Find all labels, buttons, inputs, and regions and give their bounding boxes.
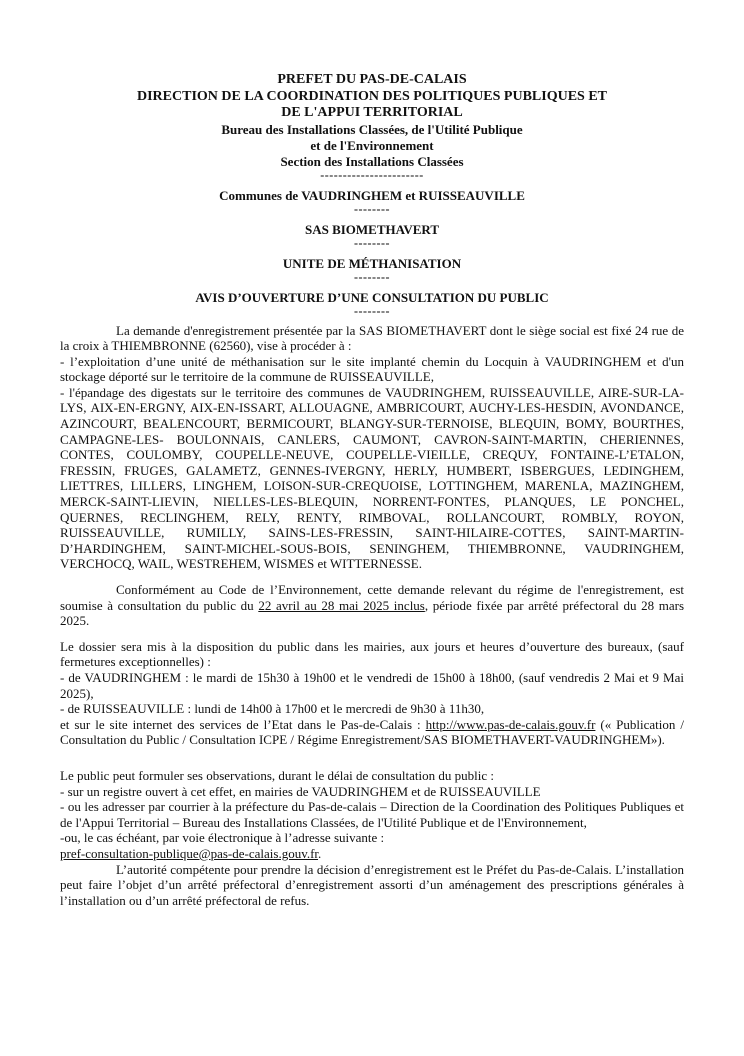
consultation-period-paragraph xyxy=(60,582,684,629)
observation-email-intro: -ou, le cas échéant, par voie électronique à l’adresse suivante : xyxy=(60,830,385,846)
separator: ----------------------- xyxy=(320,167,424,182)
separator: -------- xyxy=(354,303,390,318)
website-link[interactable]: http://www.pas-de-calais.gouv.fr xyxy=(425,716,596,732)
separator: -------- xyxy=(354,201,390,216)
mairie-hours-ruisseauville: - de RUISSEAUVILLE : lundi de 14h00 à 17h00 et le mercredi de 9h30 à 11h30, xyxy=(60,701,485,717)
email-period: . xyxy=(318,845,322,861)
notice-heading: AVIS D’OUVERTURE D’UNE CONSULTATION DU PUBLIC xyxy=(195,289,549,305)
unit-heading: UNITE DE MÉTHANISATION xyxy=(282,255,462,271)
document-body xyxy=(60,323,684,909)
authority-paragraph: L’autorité compétente pour prendre la décision d’enregistrement est le Préfet du Pas-de-Calais. L’installation peut faire l’objet d’un arrêté préfectoral d’enregistrement assorti d’un aménagement des prescriptions générales à l’installation ou d’un arrêté préfectoral de refus. xyxy=(60,861,684,908)
observation-register: - sur un registre ouvert à cet effet, en mairies de VAUDRINGHEM et de RUISSEAUVILLE xyxy=(60,783,541,799)
observation-mail: - ou les adresser par courrier à la préfecture du Pas-de-calais – Direction de la Coordination des Politiques Publiques et de l'Appui Territorial – Bureau des Installations Classées, de l'Utilité Publique et de l'Environnement, xyxy=(60,799,684,830)
bureau-title-cont: et de l'Environnement xyxy=(310,137,434,153)
request-paragraph: La demande d'enregistrement présentée par la SAS BIOMETHAVERT dont le siège social est fixé 24 rue de la croix à THIEMBRONNE (62560), vise à procéder à : xyxy=(60,322,684,354)
consultation-period-text: Conformément au Code de l’Environnement, cette demande relevant du régime de l'enregistrement, est soumise à consultation du public du xyxy=(60,582,684,613)
observations-paragraph: Le public peut formuler ses observations, durant le délai de consultation du public : xyxy=(60,767,494,783)
document-header xyxy=(60,72,684,317)
direction-title: DIRECTION DE LA COORDINATION DES POLITIQUES PUBLIQUES ET xyxy=(136,88,607,104)
mairie-hours-vaudringhem: - de VAUDRINGHEM : le mardi de 15h30 à 19h00 et le vendredi de 15h00 à 18h00, (sauf vendredis 2 Mai et 9 Mai 2025), xyxy=(60,669,684,701)
request-item-epandage: - l'épandage des digestats sur le territoire des communes de VAUDRINGHEM, RUISSEAUVILLE, AIRE-SUR-LA-LYS, AIX-EN-ERGNY, AIX-EN-ISSART, ALLOUAGNE, AMBRICOURT, AUCHY-LES-HESDIN, AVONDANCE, AZINCOURT, BEALENCOURT, BERMICOURT, BLANGY-SUR-TERNOISE, BLEQUIN, BOMY, BOURTHES, CAMPAGNE-LES- BOULONNAIS, CANLERS, CAUMONT, CAVRON-SAINT-MARTIN, CHERIENNES, CONTES, COULOMBY, COUPELLE-NEUVE, COUPELLE-VIEILLE, CREQUY, FONTAINE-L’ETALON, FRESSIN, FRUGES, GALAMETZ, GENNES-IVERGNY, HERLY, HUMBERT, ISBERGUES, LEDINGHEM, LIETTRES, LILLERS, LINGHEM, LOISON-SUR-CREQUOISE, LOTTINGHEM, MARENLA, MAZINGHEM, MERCK-SAINT-LIEVIN, NIELLES-LES-BLEQUIN, NORRENT-FONTES, PLANQUES, LE PONCHEL, QUERNES, RECLINGHEM, RELY, RENTY, RIMBOVAL, ROLLANCOURT, ROMBLY, ROYON, RUISSEAUVILLE, RUMILLY, SAINS-LES-FRESSIN, SAINT-HILAIRE-COTTES, SAINT-MARTIN-D’HARDINGHEM, SAINT-MICHEL-SOUS-BOIS, SENINGHEM, THIEMBRONNE, VAUDRINGHEM, VERCHOCQ, WAIL, WESTREHEM, WISMES et WITTERNESSE. xyxy=(60,384,684,572)
dossier-availability-paragraph: Le dossier sera mis à la disposition du public dans les mairies, aux jours et heures d’ouverture des bureaux, (sauf fermetures exceptionnelles) : xyxy=(60,638,684,670)
communes-heading: Communes de VAUDRINGHEM et RUISSEAUVILLE xyxy=(219,187,525,203)
bureau-title: Bureau des Installations Classées, de l'Utilité Publique xyxy=(221,121,523,137)
separator: -------- xyxy=(354,269,390,284)
email-link[interactable]: pref-consultation-publique@pas-de-calais.gouv.fr xyxy=(60,845,319,861)
consultation-dates: 22 avril au 28 mai 2025 inclus xyxy=(258,597,425,613)
website-paragraph xyxy=(60,717,684,748)
direction-title-cont: DE L'APPUI TERRITORIAL xyxy=(281,105,463,120)
company-heading: SAS BIOMETHAVERT xyxy=(304,221,440,237)
observation-email-line xyxy=(60,846,684,862)
separator: -------- xyxy=(354,235,390,250)
section-title: Section des Installations Classées xyxy=(280,153,464,169)
request-item-exploitation: - l’exploitation d’une unité de méthanisation sur le site implanté chemin du Locquin à VAUDRINGHEM et d'un stockage déporté sur le territoire de la commune de RUISSEAUVILLE, xyxy=(60,353,684,385)
website-text: et sur le site internet des services de l’Etat dans le Pas-de-Calais : xyxy=(60,716,426,732)
consultation-period-text-end: , période fixée par arrêté préfectoral du 28 mars 2025. xyxy=(60,597,685,629)
website-path: (« Publication / Consultation du Public / Consultation ICPE / Régime Enregistrement/SAS BIOMETHAVERT-VAUDRINGHEM»). xyxy=(60,716,684,748)
prefecture-title: PREFET DU PAS-DE-CALAIS xyxy=(277,72,467,87)
